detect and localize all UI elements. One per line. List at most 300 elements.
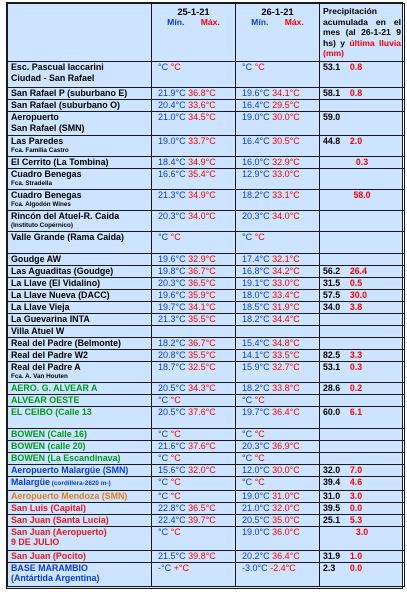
- day1-max-temp: 36.8°C: [188, 87, 216, 98]
- table-row: [8, 514, 405, 526]
- precip-cell: [320, 325, 405, 337]
- day1-min-temp: °C: [158, 490, 169, 501]
- day2-max-temp: 36.0°C: [272, 526, 300, 537]
- day2-min-temp: 15.9°C: [242, 361, 270, 372]
- precip-accumulated: 34.0: [323, 301, 341, 312]
- precip-cell: [320, 99, 405, 111]
- station-cell: [8, 189, 152, 210]
- day2-max-temp: °C: [254, 394, 265, 405]
- station-cell: [8, 135, 152, 156]
- station-cell: [8, 440, 152, 452]
- station-subtitle: Fca. Algodón Wines: [11, 200, 71, 208]
- precip-last-rain: 30.0: [349, 289, 368, 300]
- day1-min-temp: °C: [158, 394, 169, 405]
- day2-max-temp: 33.0°C: [272, 277, 300, 288]
- day1-min-temp: 22.4°C: [158, 514, 186, 525]
- station-cell: [8, 361, 152, 382]
- day2-temps-cell: [236, 313, 320, 325]
- day2-temps-cell: [236, 514, 320, 526]
- day1-max-temp: 37.6°C: [188, 406, 216, 417]
- station-cell: [8, 337, 152, 349]
- station-subtitle: Fca. Familia Castro: [11, 146, 69, 154]
- station-cell: [8, 61, 152, 87]
- day1-temps-cell: [152, 502, 236, 514]
- day1-temps-cell: [152, 210, 236, 231]
- table-row: [8, 394, 405, 406]
- header-precip-last: última lluvia (mm): [323, 37, 402, 59]
- station-name: BOWEN (La Escandinava): [11, 452, 121, 463]
- station-rows: [8, 61, 405, 586]
- precip-accumulated: 53.1: [323, 61, 341, 72]
- day2-max-temp: 33.1°C: [272, 189, 300, 200]
- precip-last-rain: 3.0: [349, 490, 363, 501]
- day2-temps-cell: [236, 406, 320, 428]
- precip-accumulated: 39.5: [323, 502, 341, 513]
- day1-max-temp: 32.0°C: [188, 464, 216, 475]
- precip-cell: [320, 253, 405, 265]
- station-name: Cuadro Benegas: [11, 168, 82, 179]
- day1-temps-cell: [152, 550, 236, 562]
- day1-temps-cell: [152, 168, 236, 189]
- precip-last-rain: 5.3: [349, 514, 363, 525]
- day2-min-temp: -3.0°C: [242, 562, 268, 573]
- station-name: San Juan (Aeropuerto): [11, 526, 107, 537]
- day2-max-temp: 34.2°C: [272, 265, 300, 276]
- day2-temps-cell: [236, 349, 320, 361]
- table-row: [8, 135, 405, 156]
- precip-cell: [320, 111, 405, 135]
- station-cell: [8, 277, 152, 289]
- day1-min-temp: 20.5°C: [158, 406, 186, 417]
- precip-cell: [320, 406, 405, 428]
- header-precip-text: Precipitación acumulada en el mes (al 26-1-21 9 hs) y: [323, 6, 401, 48]
- precip-value: 0.3: [355, 156, 369, 167]
- day2-max-temp: 36.4°C: [272, 406, 300, 417]
- header-date2-cell: [236, 4, 320, 62]
- day1-max-temp: °C: [170, 452, 181, 463]
- precip-cell: [320, 490, 405, 502]
- station-cell: [8, 265, 152, 277]
- day1-max-temp: °C: [170, 61, 181, 72]
- precip-cell: [320, 361, 405, 382]
- day1-temps-cell: [152, 156, 236, 168]
- day2-min-temp: 19.0°C: [242, 526, 270, 537]
- day2-min-temp: °C: [242, 394, 253, 405]
- day1-temps-cell: [152, 289, 236, 301]
- day2-temps-cell: [236, 490, 320, 502]
- weather-report-sheet: [6, 2, 403, 589]
- day2-min-temp: 19.0°C: [242, 490, 270, 501]
- day2-min-temp: 16.4°C: [242, 135, 270, 146]
- station-cell: [8, 156, 152, 168]
- day2-min-temp: 19.6°C: [242, 87, 270, 98]
- station-cell: [8, 428, 152, 440]
- table-row: [8, 464, 405, 476]
- day1-min-temp: 19.7°C: [158, 301, 186, 312]
- precip-accumulated: 56.2: [323, 265, 341, 276]
- day1-temps-cell: [152, 231, 236, 253]
- day1-min-temp: 18.7°C: [158, 361, 186, 372]
- day2-temps-cell: [236, 210, 320, 231]
- day2-min-temp: °C: [242, 476, 253, 487]
- precip-cell: [320, 61, 405, 87]
- day2-temps-cell: [236, 337, 320, 349]
- header-date1-cell: [152, 4, 236, 62]
- station-name: Real del Padre A: [11, 361, 81, 372]
- precip-last-rain: 7.0: [349, 464, 363, 475]
- day2-min-temp: 18.2°C: [242, 313, 270, 324]
- station-cell: [8, 550, 152, 562]
- day2-temps-cell: [236, 562, 320, 586]
- precip-accumulated: 31.5: [323, 277, 341, 288]
- day1-min-temp: 20.3°C: [158, 277, 186, 288]
- table-row: [8, 490, 405, 502]
- station-name: San Luis (Capital): [11, 502, 86, 513]
- precip-last-rain: 3.3: [349, 349, 363, 360]
- station-subtitle: (Instituto Copérnico): [11, 221, 73, 229]
- day2-temps-cell: [236, 428, 320, 440]
- day1-min-temp: 19.0°C: [158, 135, 186, 146]
- day1-min-temp: 19.6°C: [158, 289, 186, 300]
- station-name-line2: (Antártida Argentina): [11, 573, 100, 584]
- station-subtitle: Fca. A. Van Houten: [11, 372, 68, 380]
- day1-max-temp: 35.5°C: [188, 349, 216, 360]
- precip-cell: [320, 135, 405, 156]
- station-cell: [8, 476, 152, 490]
- day1-temps-cell: [152, 337, 236, 349]
- day1-min-temp: 18.2°C: [158, 337, 186, 348]
- day1-max-temp: 35.5°C: [188, 313, 216, 324]
- day1-min-temp: 21.3°C: [158, 313, 186, 324]
- day2-temps-cell: [236, 325, 320, 337]
- precip-cell: [320, 526, 405, 550]
- precip-accumulated: 25.1: [323, 514, 341, 525]
- day1-temps-cell: [152, 135, 236, 156]
- station-cell: [8, 301, 152, 313]
- day1-temps-cell: [152, 526, 236, 550]
- day1-min-temp: °C: [158, 231, 169, 242]
- day1-min-temp: °C: [158, 428, 169, 439]
- day2-max-temp: 36.4°C: [272, 550, 300, 561]
- day2-temps-cell: [236, 111, 320, 135]
- precip-last-rain: 3.8: [349, 301, 363, 312]
- table-row: [8, 289, 405, 301]
- day1-temps-cell: [152, 394, 236, 406]
- day2-max-temp: 31.9°C: [272, 301, 300, 312]
- station-name: Cuadro Benegas: [11, 189, 82, 200]
- station-cell: [8, 394, 152, 406]
- precip-accumulated: 31.9: [323, 550, 341, 561]
- day2-temps-cell: [236, 189, 320, 210]
- day2-max-temp: °C: [254, 476, 265, 487]
- precip-accumulated: 44.8: [323, 135, 341, 146]
- precip-accumulated: 31.0: [323, 490, 341, 501]
- day2-min-temp: 17.4°C: [242, 253, 270, 264]
- day1-max-temp: °C: [170, 490, 181, 501]
- day2-min-temp: 21.0°C: [242, 502, 270, 513]
- precip-accumulated: 32.0: [323, 464, 341, 475]
- day2-temps-cell: [236, 452, 320, 464]
- precip-cell: [320, 502, 405, 514]
- precip-last-rain: 0.8: [349, 61, 363, 72]
- precip-cell: [320, 301, 405, 313]
- precip-cell: [320, 349, 405, 361]
- day1-min-temp: °C: [158, 61, 169, 72]
- day1-max-temp: 32.9°C: [188, 253, 216, 264]
- day1-temps-cell: [152, 349, 236, 361]
- day2-max-temp: 32.0°C: [272, 502, 300, 513]
- precip-cell: [320, 440, 405, 452]
- precip-cell: [320, 210, 405, 231]
- day1-min-temp: 21.3°C: [158, 189, 186, 200]
- day1-max-temp: °C: [170, 394, 181, 405]
- precip-accumulated: 57.5: [323, 289, 341, 300]
- table-row: [8, 440, 405, 452]
- precip-cell: [320, 394, 405, 406]
- precip-last-rain: 0.0: [349, 502, 363, 513]
- header-precip-cell: [320, 4, 405, 62]
- day1-max-temp: 36.5°C: [188, 502, 216, 513]
- day2-min-temp: 16.0°C: [242, 156, 270, 167]
- day2-min-temp: 19.1°C: [242, 277, 270, 288]
- station-name: Aeropuerto Mendoza (SMN): [11, 490, 128, 501]
- day2-temps-cell: [236, 382, 320, 394]
- precip-accumulated: 59.0: [323, 111, 341, 122]
- day1-temps-cell: [152, 428, 236, 440]
- precip-cell: [320, 452, 405, 464]
- table-row: [8, 87, 405, 99]
- day1-max-temp: 33.7°C: [188, 135, 216, 146]
- day2-min-temp: °C: [242, 61, 253, 72]
- day1-max-temp: 34.1°C: [188, 301, 216, 312]
- day1-temps-cell: [152, 189, 236, 210]
- day1-max-temp: 34.0°C: [188, 210, 216, 221]
- station-cell: [8, 464, 152, 476]
- day1-max-temp: °C: [170, 428, 181, 439]
- precip-value: 3.0: [355, 526, 369, 537]
- day1-max-temp: °C: [170, 526, 181, 537]
- station-name: La Guevarina INTA: [11, 313, 90, 324]
- station-name: Rincón del Atuel-R. Caida: [11, 210, 120, 221]
- station-name: La Llave (El Vidalino): [11, 277, 101, 288]
- station-name: El Cerrito (La Tombina): [11, 156, 109, 167]
- day2-min-temp: 19.7°C: [242, 406, 270, 417]
- station-cell: [8, 514, 152, 526]
- station-cell: [8, 231, 152, 253]
- station-name: Aeropuerto Malargüe (SMN): [11, 464, 129, 475]
- day1-max-temp: 36.5°C: [188, 277, 216, 288]
- day1-temps-cell: [152, 265, 236, 277]
- day1-temps-cell: [152, 277, 236, 289]
- day2-min-temp: 20.2°C: [242, 550, 270, 561]
- table-row: [8, 210, 405, 231]
- station-cell: [8, 289, 152, 301]
- station-name: La Llave Nueva (DACC): [11, 289, 110, 300]
- station-cell: [8, 562, 152, 586]
- day2-temps-cell: [236, 464, 320, 476]
- day2-temps-cell: [236, 156, 320, 168]
- station-cell: [8, 313, 152, 325]
- precip-accumulated: 60.0: [323, 406, 341, 417]
- table-row: [8, 156, 405, 168]
- day1-min-temp: 21.5°C: [158, 550, 186, 561]
- precip-cell: [320, 382, 405, 394]
- day2-min-temp: °C: [242, 452, 253, 463]
- day2-min-temp: 18.5°C: [242, 301, 270, 312]
- day1-max-temp: 35.9°C: [188, 289, 216, 300]
- station-cell: [8, 111, 152, 135]
- day2-max-temp: °C: [254, 452, 265, 463]
- day2-min-temp: 20.3°C: [242, 440, 270, 451]
- station-name: La Llave Vieja: [11, 301, 70, 312]
- precip-cell: [320, 265, 405, 277]
- day2-max-temp: 32.7°C: [272, 361, 300, 372]
- day1-temps-cell: [152, 464, 236, 476]
- day2-max-temp: 33.0°C: [272, 168, 300, 179]
- day2-max-temp: -2.4°C: [270, 562, 296, 573]
- precip-cell: [320, 189, 405, 210]
- day1-temps-cell: [152, 99, 236, 111]
- header-date1: 25-1-21: [177, 6, 210, 17]
- precip-last-rain: 0.2: [349, 382, 363, 393]
- precip-last-rain: 2.0: [349, 135, 363, 146]
- day1-max-temp: 36.7°C: [188, 265, 216, 276]
- day2-temps-cell: [236, 61, 320, 87]
- table-row: [8, 265, 405, 277]
- precip-cell: [320, 231, 405, 253]
- day1-max-temp: 35.4°C: [188, 168, 216, 179]
- day1-max-temp: 32.5°C: [188, 361, 216, 372]
- day1-temps-cell: [152, 406, 236, 428]
- station-cell: [8, 325, 152, 337]
- day2-max-temp: 34.4°C: [272, 313, 300, 324]
- day2-temps-cell: [236, 277, 320, 289]
- day1-min-temp: 21.6°C: [158, 440, 186, 451]
- table-row: [8, 231, 405, 253]
- day2-max-temp: 30.5°C: [272, 135, 300, 146]
- day1-max-temp: 34.3°C: [188, 382, 216, 393]
- day1-temps-cell: [152, 253, 236, 265]
- precip-value: 58.0: [353, 189, 371, 200]
- day2-temps-cell: [236, 265, 320, 277]
- day1-min-temp: °C: [158, 476, 169, 487]
- day1-temps-cell: [152, 476, 236, 490]
- day2-min-temp: °C: [242, 428, 253, 439]
- table-row: [8, 189, 405, 210]
- day2-max-temp: 35.0°C: [272, 514, 300, 525]
- table-row: [8, 111, 405, 135]
- day2-min-temp: 12.0°C: [242, 464, 270, 475]
- weather-table: [7, 3, 405, 587]
- day2-temps-cell: [236, 550, 320, 562]
- table-row: [8, 301, 405, 313]
- station-name: San Rafael (suburbano O): [11, 99, 120, 110]
- day1-temps-cell: [152, 382, 236, 394]
- table-row: [8, 361, 405, 382]
- day2-temps-cell: [236, 440, 320, 452]
- day2-temps-cell: [236, 289, 320, 301]
- station-name: BOWEN (calle 20): [11, 440, 86, 451]
- station-cell: [8, 168, 152, 189]
- day2-temps-cell: [236, 87, 320, 99]
- day2-min-temp: 18.0°C: [242, 289, 270, 300]
- station-name: Aeropuerto: [11, 111, 59, 122]
- station-cell: [8, 349, 152, 361]
- day1-temps-cell: [152, 361, 236, 382]
- station-name: Goudge AW: [11, 253, 61, 264]
- station-name: BOWEN (Calle 16): [11, 428, 87, 439]
- station-name: EL CEIBO (Calle 13: [11, 406, 92, 417]
- precip-accumulated: 58.1: [323, 87, 341, 98]
- table-row: [8, 325, 405, 337]
- day2-min-temp: 12.9°C: [242, 168, 270, 179]
- day2-min-temp: 18.2°C: [242, 189, 270, 200]
- precip-last-rain: 4.6: [349, 476, 363, 487]
- day2-max-temp: 30.0°C: [272, 111, 300, 122]
- table-row: [8, 526, 405, 550]
- day1-temps-cell: [152, 61, 236, 87]
- table-row: [8, 99, 405, 111]
- station-cell: [8, 99, 152, 111]
- day2-temps-cell: [236, 502, 320, 514]
- station-name: Real del Padre W2: [11, 349, 88, 360]
- station-name-line2: Ciudad - San Rafael: [11, 72, 95, 83]
- day1-max-temp: +°C: [173, 562, 189, 573]
- day2-max-temp: 30.0°C: [272, 464, 300, 475]
- day2-max-temp: °C: [254, 428, 265, 439]
- day1-min-temp: °C: [158, 452, 169, 463]
- header-min-label-2: Mín.: [251, 17, 269, 27]
- precip-cell: [320, 337, 405, 349]
- day1-min-temp: 15.6°C: [158, 464, 186, 475]
- day1-max-temp: 33.6°C: [188, 99, 216, 110]
- day1-min-temp: 20.5°C: [158, 382, 186, 393]
- day1-min-temp: 21.0°C: [158, 111, 186, 122]
- table-row: [8, 382, 405, 394]
- day1-temps-cell: [152, 325, 236, 337]
- day1-temps-cell: [152, 87, 236, 99]
- precip-last-rain: 0.0: [349, 562, 363, 573]
- day1-max-temp: 37.6°C: [188, 440, 216, 451]
- table-row: [8, 168, 405, 189]
- day1-min-temp: 16.6°C: [158, 168, 186, 179]
- precip-accumulated: 28.6: [323, 382, 341, 393]
- day2-temps-cell: [236, 526, 320, 550]
- day2-min-temp: 16.8°C: [242, 265, 270, 276]
- table-row: [8, 562, 405, 586]
- station-name-note: (cordillera-2620 m-): [49, 479, 111, 487]
- precip-accumulated: 82.5: [323, 349, 341, 360]
- station-name: Valle Grande (Rama Caida): [11, 231, 124, 242]
- day2-max-temp: 36.9°C: [272, 440, 300, 451]
- table-row: [8, 253, 405, 265]
- precip-accumulated: 2.3: [323, 562, 336, 573]
- table-row: [8, 313, 405, 325]
- precip-cell: [320, 313, 405, 325]
- day2-min-temp: 20.3°C: [242, 210, 270, 221]
- day2-max-temp: 32.1°C: [272, 253, 300, 264]
- header-max-label-2: Máx.: [284, 17, 304, 27]
- day2-min-temp: 19.0°C: [242, 111, 270, 122]
- day2-min-temp: 15.4°C: [242, 337, 270, 348]
- precip-cell: [320, 87, 405, 99]
- station-name: ALVEAR OESTE: [11, 394, 80, 405]
- day1-min-temp: -°C: [158, 562, 172, 573]
- day1-min-temp: 18.4°C: [158, 156, 186, 167]
- day2-temps-cell: [236, 135, 320, 156]
- station-name: Malargüe: [11, 476, 50, 487]
- station-cell: [8, 502, 152, 514]
